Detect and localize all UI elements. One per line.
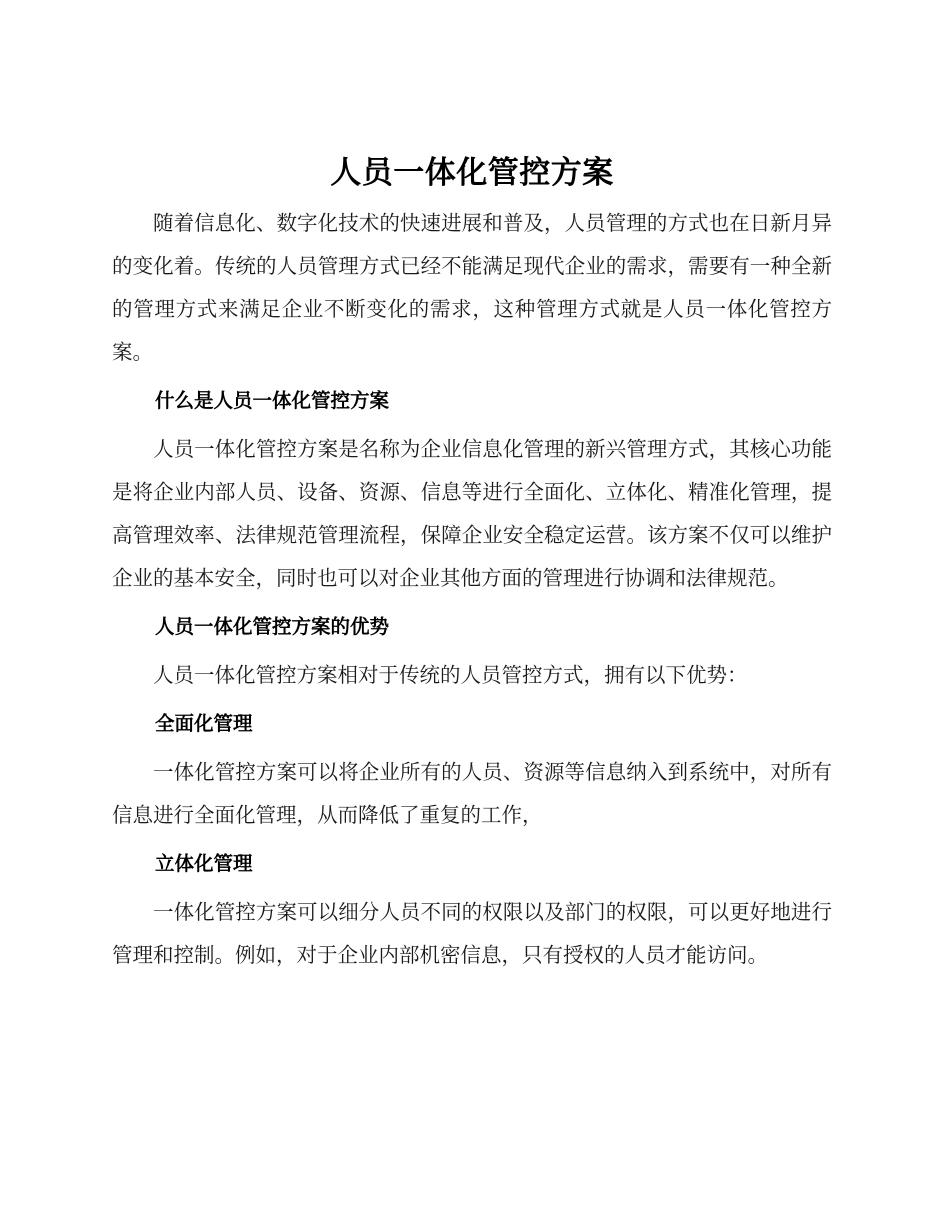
section-paragraph: 一体化管控方案可以将企业所有的人员、资源等信息纳入到系统中，对所有信息进行全面化管理，从而降低了重复的工作， [112,760,832,827]
section-multidimensional-management [112,850,832,977]
section-paragraph: 人员一体化管控方案是名称为企业信息化管理的新兴管理方式，其核心功能是将企业内部人员、设备、资源、信息等进行全面化、立体化、精准化管理，提高管理效率、法律规范管理流程，保障企业安全稳定运营。该方案不仅可以维护企业的基本安全，同时也可以对企业其他方面的管理进行协调和法律规范。 [112,437,832,590]
section-paragraph: 一体化管控方案可以细分人员不同的权限以及部门的权限，可以更好地进行管理和控制。例如，对于企业内部机密信息，只有授权的人员才能访问。 [112,900,832,967]
section-heading: 全面化管理 [155,712,253,735]
section-comprehensive-management [112,710,832,837]
document-body [112,152,832,977]
section-paragraph: 人员一体化管控方案相对于传统的人员管控方式，拥有以下优势： [153,663,748,687]
intro-paragraph: 随着信息化、数字化技术的快速进展和普及，人员管理的方式也在日新月异的变化着。传统的人员管理方式已经不能满足现代企业的需求，需要有一种全新的管理方式来满足企业不断变化的需求，这种管理方式就是人员一体化管控方案。 [112,211,832,364]
section-heading: 什么是人员一体化管控方案 [155,389,390,412]
section-heading: 立体化管理 [155,852,253,875]
section-advantages [112,613,832,697]
section-heading: 人员一体化管控方案的优势 [155,615,390,638]
document-title: 人员一体化管控方案 [330,155,614,191]
section-what-is [112,387,832,600]
